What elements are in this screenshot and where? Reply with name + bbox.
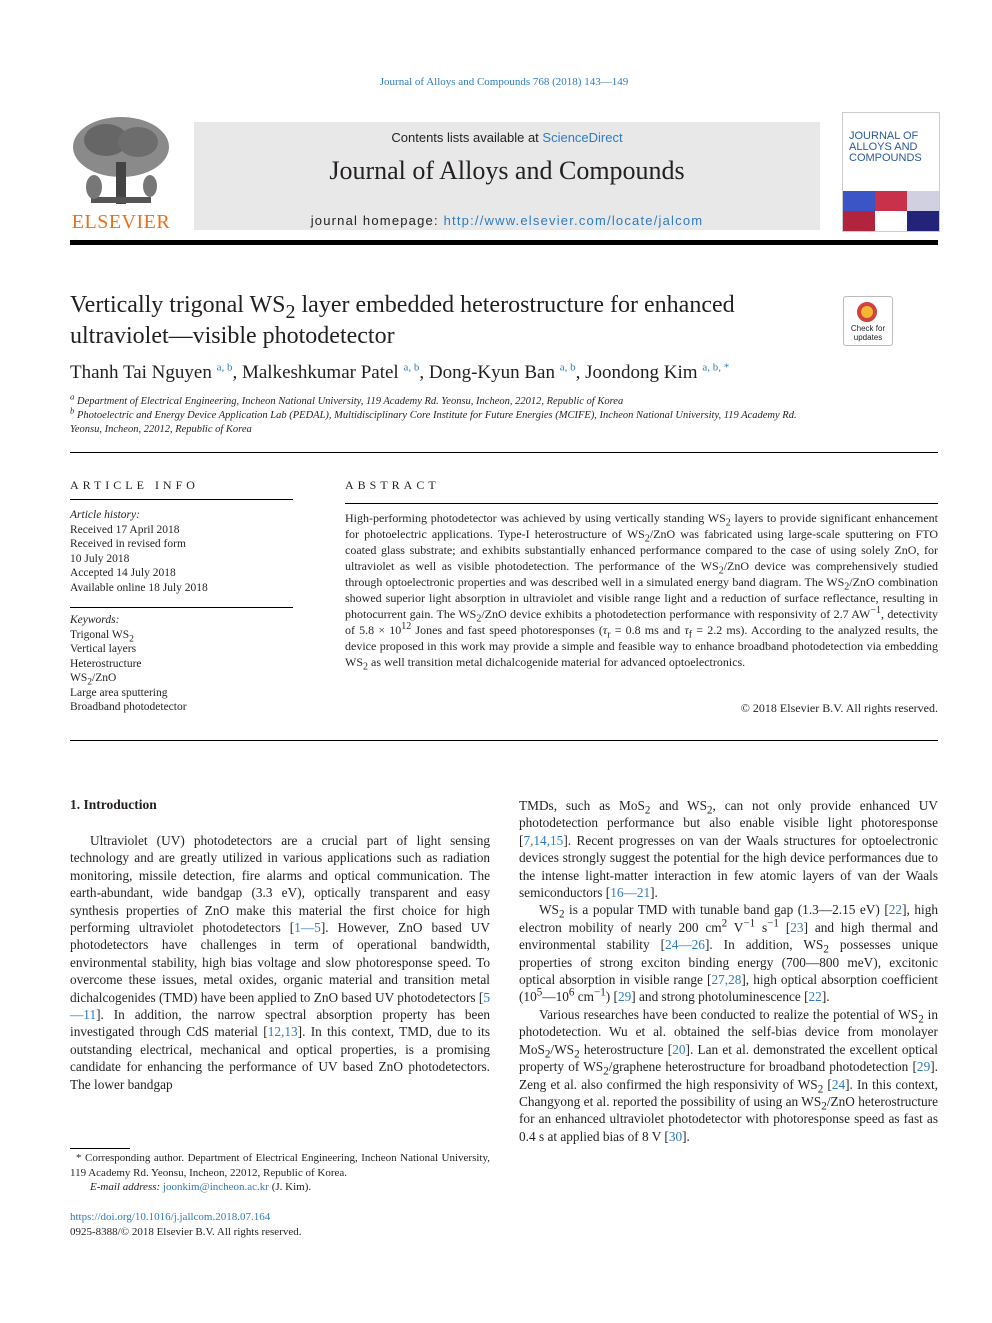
keyword-item: Broadband photodetector [70, 701, 187, 713]
journal-name: Journal of Alloys and Compounds [329, 156, 685, 185]
paragraph: Ultraviolet (UV) photodetectors are a crucial part of light sensing technology and are greatly utilized in various applications such as radiation monitoring, missile detection, fire alarms and optical communication. The earth-abundant, wide bandgap (3.3 eV), optically transparent and easy synthesis properties of ZnO make this material the first choice for high performing ultraviolet photodetectors [1—5]. However, ZnO based UV photodetectors have challenges in term of operational bandwidth, environmental stability, high bias voltage and slow photoresponse speed. To overcome these issues, metal oxides, organic material and transition metal dichalcogenides (TMD) have been applied to ZnO based UV photodetectors [5—11]. In addition, the narrow spectral absorption property has been investigated through CdS material [12,13]. In this context, TMD, due to its outstanding electrical, mechanical and optical properties, is a promising candidate for enhancing the performance of UV based ZnO photodetectors. The lower bandgap [70, 833, 491, 1092]
abstract-copyright: © 2018 Elsevier B.V. All rights reserved. [740, 701, 938, 715]
affiliation-mark: a [70, 391, 75, 402]
keyword-item: Large area sputtering [70, 686, 168, 699]
title-text-1: Vertically trigonal WS [70, 292, 286, 318]
author-name[interactable]: Dong-Kyun Ban [428, 362, 555, 383]
title-text-2: layer embedded heterostructure for enhanced ultraviolet—visible photodetector [70, 292, 735, 349]
author-affil[interactable]: a, b [216, 361, 233, 374]
footnote-rule [70, 1148, 130, 1149]
citation-link[interactable]: 22 [888, 902, 903, 918]
affiliation-text: Photoelectric and Energy Device Application Lab (PEDAL), Multidisciplinary Core Institute for Future Energies (MCIFE), Incheon National University, 119 Academy Rd. Yeonsu, Incheon, 22012, Republic of Korea [70, 410, 797, 435]
abstract-rule [345, 503, 938, 504]
homepage-prefix: journal homepage: [310, 213, 444, 228]
author-separator: , [419, 362, 429, 383]
paragraph: Various researches have been conducted to realize the potential of $WS_2$ in photodetection. Wu et al. obtained the self-bias device from monolayer $MoS_2/WS_2$ heterostructure [20]. Lan et al. demonstrated the excellent optical property of $WS_2$/graphene heterostructure for broadband photodetection [29]. Zeng et al. also confirmed the high responsivity of $WS_2$ [24]. In this context, Changyong et al. reported the possibility of using an $WS_2$/ZnO heterostructure for an enhanced ultraviolet photodetector with photoresponse speed as fast as 0.4 s at applied bias of 8 V [30]. [519, 1006, 938, 1144]
keyword-item: Heterostructure [70, 657, 142, 670]
author-affil[interactable]: a, b [559, 361, 576, 374]
corresponding-author-footnote [70, 1151, 490, 1195]
abstract-text: High-performing photodetector was achieved by using vertically standing $WS_2$ layers to provide significant enhancement for photoelectric applications. Type-I heterostructure of $WS_2$/ZnO was fabricated using large-scale sputtering on FTO coated glass substrate; and exhibits substantially enhanced performance compared to the case of using solely ZnO, for ultraviolet as well as visible photodetection. The performance of the $WS_2$/ZnO device was comprehensively studied through optoelectronic properties and was described well in a simulated energy band diagram. The $WS_2$/ZnO combination showed superior light absorption in ultraviolet and visible range light and a reduction of surface reflectance, resulting in photocurrent gain. The $WS_2$/ZnO device exhibits a photodetection performance with responsivity of 2.7 $AW^{-1}$, detectivity of $5.8 \times 10^{12}$ Jones and fast speed photoresponses ($\tau_r = 0.8$ ms and $\tau_f = 2.2$ ms). According to the analyzed results, the device proposed in this work may provide a simple and feasible way to enhance broadband photodetection via embedding $WS_2$ as well transition metal dichalcogenide material for advanced optoelectronics. [345, 511, 938, 673]
contents-prefix: Contents lists available at [391, 130, 543, 145]
sciencedirect-link[interactable]: ScienceDirect [542, 130, 623, 145]
footnote-text: * Corresponding author. Department of Electrical Engineering, Incheon National University, 119 Academy Rd. Yeonsu, Incheon, 22012, Republic of Korea. [70, 1152, 490, 1179]
citation-link[interactable]: 24—26 [665, 937, 705, 953]
history-item: Accepted 14 July 2018 [70, 567, 176, 579]
article-history [70, 508, 290, 595]
citation-link[interactable]: 24 [831, 1076, 846, 1092]
author-list [70, 362, 729, 384]
author-affil[interactable]: a, b [403, 361, 420, 374]
journal-banner [194, 122, 820, 230]
history-item: Available online 18 July 2018 [70, 581, 208, 594]
citation-link[interactable]: 30 [668, 1128, 683, 1144]
keywords-rule [70, 607, 293, 608]
issn-copyright: 0925-8388/© 2018 Elsevier B.V. All rights reserved. [70, 1226, 302, 1238]
citation-link[interactable]: 20 [672, 1041, 686, 1057]
affiliation-b [70, 405, 830, 437]
journal-cover-thumbnail [842, 112, 940, 232]
author-affil[interactable]: a, b, * [702, 361, 730, 374]
keyword-item: Trigonal $WS_2$ [70, 628, 134, 644]
crossmark-label: Check for updates [850, 324, 886, 342]
citation-link[interactable]: 22 [808, 989, 822, 1005]
keyword-item: Vertical layers [70, 643, 137, 655]
citation-link[interactable]: 12,13 [267, 1024, 298, 1040]
citation-link[interactable]: 16—21 [610, 885, 651, 901]
keywords-label: Keywords: [70, 614, 120, 626]
journal-citation[interactable]: Journal of Alloys and Compounds 768 (2018) 143—149 [379, 76, 629, 88]
intro-right-column [519, 797, 938, 1145]
citation-link[interactable]: 29 [916, 1059, 931, 1075]
history-label: Article history: [70, 509, 140, 521]
citation-link[interactable]: 23 [790, 919, 804, 935]
intro-heading: 1. Introduction [70, 797, 157, 812]
author-name[interactable]: Malkeshkumar Patel [241, 362, 399, 383]
check-for-updates-button[interactable] [843, 296, 893, 346]
doi-link[interactable]: https://doi.org/10.1016/j.jallcom.2018.07.164 [70, 1211, 271, 1223]
author-separator: , [232, 362, 242, 383]
citation-link[interactable]: 1—5 [294, 920, 321, 936]
author-name[interactable]: Joondong Kim [585, 362, 698, 383]
info-rule [70, 499, 293, 500]
paragraph: TMDs, such as MoS$_2$ and $WS_2$, can not only provide enhanced UV photodetection performance but also enable visible light photoresponse [7,14,15]. Recent progresses on van der Waals structures for optoelectronic devices strongly suggest the potential for the high device performances due to the intense light-matter interaction in few atomic layers of van der Waals semiconductors [16—21]. [519, 798, 938, 901]
citation-link[interactable]: 27,28 [711, 972, 742, 988]
section-rule [70, 740, 938, 741]
intro-left-column [70, 832, 490, 1093]
crossmark-icon [857, 302, 877, 322]
contents-line [194, 130, 820, 145]
cover-title: JOURNAL OF ALLOYS AND COMPOUNDS [849, 130, 922, 164]
paragraph: $WS_2$ is a popular TMD with tunable band gap (1.3—2.15 eV) [22], high electron mobility of nearly 200 $cm^2$ $V^{-1}$ $s^{-1}$ [23] and high thermal and environmental stability [24—26]. In addition, $WS_2$ possesses unique properties of strong exciton binding energy (700—800 meV), excitonic optical absorption in visible range [27,28], high optical absorption coefficient ($10^5—10^6$ $cm^{-1}$) [29] and strong photoluminescence [22]. [519, 902, 939, 1005]
keywords [70, 613, 290, 715]
keyword-item: $WS_2$/ZnO [70, 672, 117, 688]
header-rule [70, 240, 938, 245]
cover-graphic-icon [843, 191, 939, 231]
article-title [70, 290, 830, 352]
history-item: Received 17 April 2018 [70, 523, 180, 536]
author-separator: , [575, 362, 586, 383]
citation-link[interactable]: 7,14,15 [523, 832, 564, 848]
affiliation-text: Department of Electrical Engineering, Incheon National University, 119 Academy Rd. Yeonsu, Incheon, 22012, Republic of Korea [74, 396, 624, 407]
article-info-heading: ARTICLE INFO [70, 478, 199, 492]
homepage-line [194, 213, 820, 228]
author-name[interactable]: Thanh Tai Nguyen [70, 362, 212, 383]
section-rule [70, 452, 938, 453]
title-subscript: 2 [285, 300, 296, 323]
abstract-heading: ABSTRACT [345, 478, 440, 492]
citation-link[interactable]: 5—11 [70, 989, 490, 1023]
citation-link[interactable]: 29 [617, 989, 632, 1005]
history-item: Received in revised form [70, 538, 186, 550]
affiliation-mark: b [70, 405, 75, 416]
elsevier-wordmark: ELSEVIER [71, 211, 171, 233]
history-item: 10 July 2018 [70, 552, 130, 565]
email-link[interactable]: joonkim@incheon.ac.kr [162, 1181, 269, 1193]
affiliation-a [70, 391, 830, 409]
email-line: E-mail address: joonkim@incheon.ac.kr (J. Kim). [90, 1181, 312, 1193]
homepage-link[interactable]: http://www.elsevier.com/locate/jalcom [443, 213, 704, 228]
